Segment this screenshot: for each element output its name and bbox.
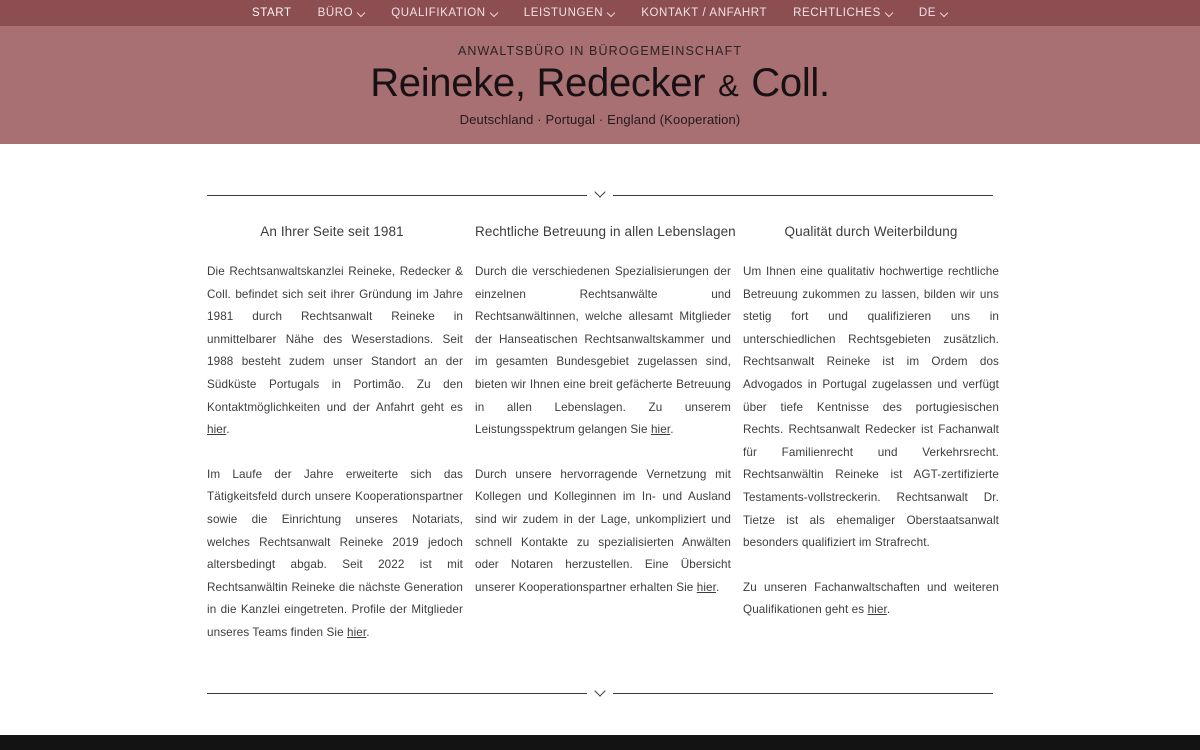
nav-item-start[interactable] <box>239 0 305 26</box>
nav-item-qualifikation[interactable] <box>378 0 511 26</box>
chevron-down-icon <box>491 9 498 16</box>
content-column <box>731 224 999 645</box>
hier-link[interactable]: hier <box>696 580 717 594</box>
main-content <box>207 144 999 750</box>
paragraph-text-after: . <box>226 423 230 437</box>
paragraph-text-after: . <box>886 603 891 617</box>
page-title-part1: Reineke, Redecker <box>370 60 717 105</box>
divider-line-right <box>613 693 993 694</box>
hier-link[interactable]: hier <box>207 423 227 437</box>
nav-item-label: LEISTUNGEN <box>523 7 604 19</box>
paragraph-text-after: . <box>716 580 720 594</box>
hier-link[interactable]: hier <box>347 625 367 639</box>
column-paragraph <box>207 464 463 645</box>
nav-item-leistungen[interactable] <box>511 0 629 26</box>
hero-subtitle: Deutschland · Portugal · England (Kooperation) <box>459 111 741 127</box>
hier-link[interactable]: hier <box>867 603 887 617</box>
column-paragraph <box>475 261 731 442</box>
nav-item-label: RECHTLICHES <box>793 7 881 19</box>
page-title <box>370 60 830 106</box>
nav-item-label: BÜRO <box>317 7 354 19</box>
ampersand-glyph: & <box>718 67 739 103</box>
hero-banner <box>0 26 1200 144</box>
divider-line-left <box>207 195 587 196</box>
paragraph-text-after: . <box>366 625 370 639</box>
nav-item-kontakt-anfahrt[interactable] <box>628 0 780 26</box>
nav-item-label: KONTAKT / ANFAHRT <box>641 7 768 19</box>
column-heading: An Ihrer Seite seit 1981 <box>260 224 404 239</box>
nav-item-label: START <box>251 7 292 19</box>
paragraph-text: Zu unseren Fachanwaltschaften und weiteren Qualifikationen geht es <box>743 580 999 617</box>
paragraph-text: Im Laufe der Jahre erweiterte sich das Tätigkeitsfeld durch unsere Kooperationspartner sowie die Einrichtung unseres Notariats, welches Rechtsanwalt Reineke 2019 jedoch altersbedingt abgab. Seit 2022 ist mit Rechtsanwältin Reineke die nächste Generation in die Kanzlei eingetreten. Profile der Mitglieder unseres Teams finden Sie <box>207 467 463 639</box>
paragraph-text: Durch die verschiedenen Spezialisierungen der einzelnen Rechtsanwälte und Rechtsanwältinnen, welche allesamt Mitglieder der Hanseatischen Rechtsanwaltskammer und im gesamten Bundesgebiet zugelassen sind, bieten wir Ihnen eine breit gefächerte Betreuung in allen Lebenslagen. Zu unserem Leistungsspektrum gelangen Sie <box>475 265 731 437</box>
nav-item-label: QUALIFIKATION <box>391 7 486 19</box>
column-heading: Qualität durch Weiterbildung <box>784 224 958 239</box>
content-column <box>207 224 469 645</box>
main-navigation <box>0 0 1200 26</box>
chevron-down-icon <box>587 689 613 697</box>
paragraph-text: Durch unsere hervorragende Vernetzung mit Kollegen und Kolleginnen im In- und Ausland sind wir zudem in der Lage, unkompliziert und schnell Kontakte zu spezialisierten Anwälten oder Notaren herzustellen. Eine Übersicht unserer Kooperationspartner erhalten Sie <box>475 467 731 594</box>
chevron-down-icon <box>587 190 613 198</box>
page-title-part2: Coll. <box>740 60 830 105</box>
paragraph-text-after: . <box>670 423 674 437</box>
paragraph-text: Um Ihnen eine qualitativ hochwertige rechtliche Betreuung zukommen zu lassen, bilden wir uns stetig fort und qualifizieren uns in unterschiedlichen Rechtsgebieten zusätzlich. Rechtsanwalt Reineke ist im Ordem dos Advogados in Portugal zugelassen und verfügt über tiefe Kentnisse des portugiesischen Rechts. Rechtsanwalt Redecker ist Fachanwalt für Familienrecht und Verkehrsrecht. Rechtsanwältin Reineke ist AGT-zertifizierte Testaments-vollstreckerin. Rechtsanwalt Dr. Tietze ist als ehemaliger Oberstaatsanwalt besonders qualifiziert im Strafrecht. <box>743 265 999 550</box>
column-paragraph <box>743 261 999 555</box>
nav-item-label: DE <box>918 7 937 19</box>
nav-item-buero[interactable] <box>305 0 379 26</box>
column-paragraph <box>743 577 999 622</box>
chevron-down-icon <box>608 9 615 16</box>
divider-line-right <box>613 195 993 196</box>
hero-eyebrow: ANWALTSBÜRO IN BÜROGEMEINSCHAFT <box>457 43 743 58</box>
section-divider-top <box>207 188 993 202</box>
hier-link[interactable]: hier <box>650 423 671 437</box>
nav-item-language-de[interactable] <box>906 0 961 26</box>
section-divider-bottom <box>207 687 993 701</box>
paragraph-text: Die Rechtsanwaltskanzlei Reineke, Redecker & Coll. befindet sich seit ihrer Gründung im Jahre 1981 durch Rechtsanwalt Reineke in unmittelbarer Nähe des Weserstadions. Seit 1988 besteht zudem unser Standort an der Südküste Portugals in Portimão. Zu den Kontaktmöglichkeiten und der Anfahrt geht es <box>207 265 463 414</box>
column-paragraph <box>475 464 731 600</box>
nav-item-rechtliches[interactable] <box>780 0 906 26</box>
content-columns <box>207 224 999 645</box>
chevron-down-icon <box>358 9 365 16</box>
chevron-down-icon <box>941 9 948 16</box>
column-heading: Rechtliche Betreuung in allen Lebenslagen <box>475 224 736 239</box>
content-column <box>469 224 736 645</box>
divider-line-left <box>207 693 587 694</box>
column-paragraph <box>207 261 463 442</box>
footer-bar <box>0 735 1200 750</box>
chevron-down-icon <box>886 9 893 16</box>
